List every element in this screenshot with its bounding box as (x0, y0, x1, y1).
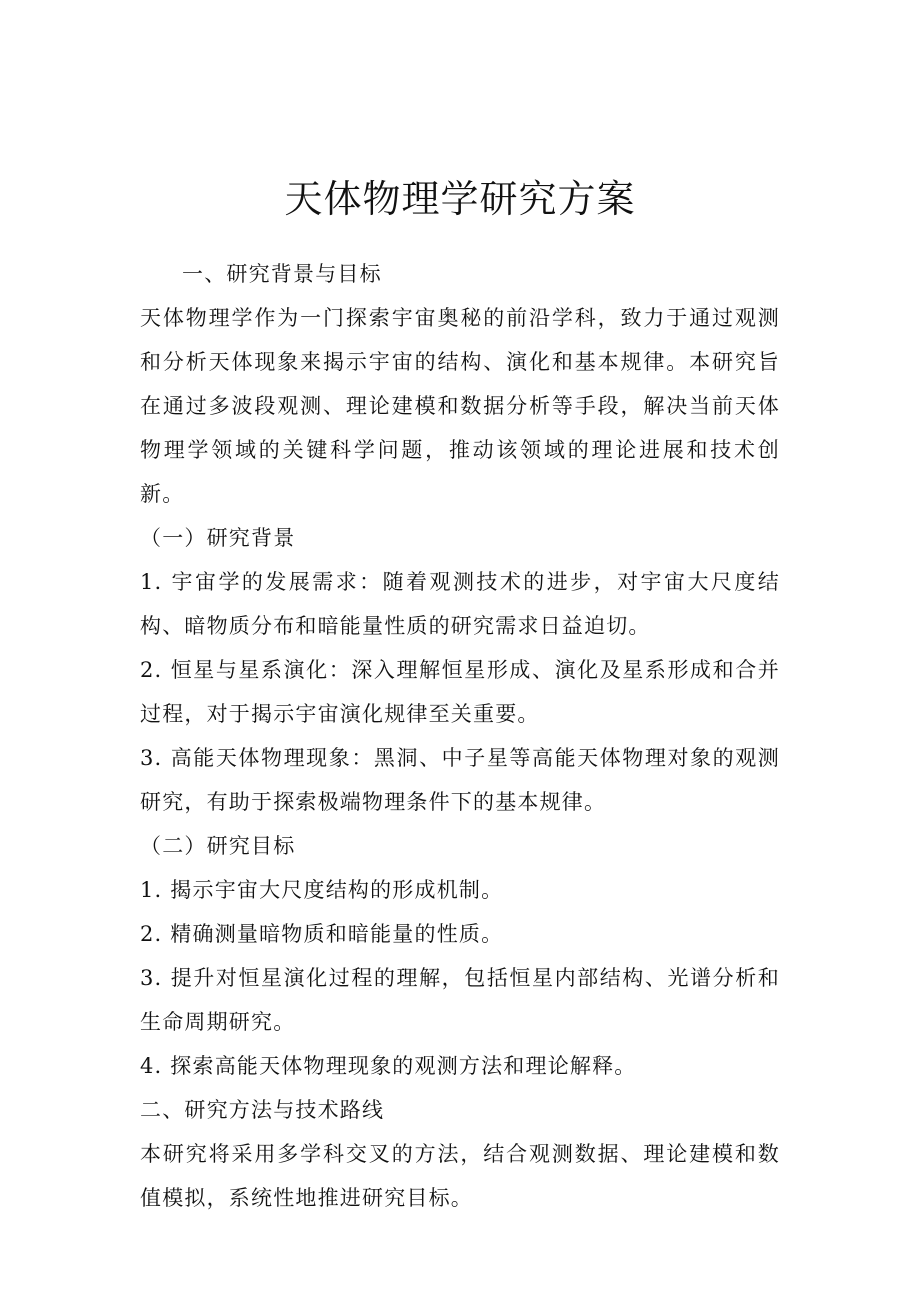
list-item-goal-2: 2. 精确测量暗物质和暗能量的性质。 (140, 922, 504, 946)
list-item-background-2: 2. 恒星与星系演化：深入理解恒星形成、演化及星系形成和合并过程，对于揭示宇宙演化规律至关重要。 (140, 658, 780, 726)
list-item-goal-4: 4. 探索高能天体物理现象的观测方法和理论解释。 (140, 1054, 637, 1078)
paragraph-intro: 天体物理学作为一门探索宇宙奥秘的前沿学科，致力于通过观测和分析天体现象来揭示宇宙的结构、演化和基本规律。本研究旨在通过多波段观测、理论建模和数据分析等手段，解决当前天体物理学领域的关键科学问题，推动该领域的理论进展和技术创新。 (140, 306, 780, 506)
document-body (140, 252, 780, 1220)
subsection-heading-background: （一）研究背景 (140, 526, 296, 550)
subsection-heading-goals: （二）研究目标 (140, 834, 296, 858)
list-item-background-1: 1. 宇宙学的发展需求：随着观测技术的进步，对宇宙大尺度结构、暗物质分布和暗能量性质的研究需求日益迫切。 (140, 570, 780, 638)
list-item-goal-1: 1. 揭示宇宙大尺度结构的形成机制。 (140, 878, 504, 902)
document-title: 天体物理学研究方案 (284, 177, 636, 222)
list-item-background-3: 3. 高能天体物理现象：黑洞、中子星等高能天体物理对象的观测研究，有助于探索极端物理条件下的基本规律。 (140, 746, 780, 814)
list-item-goal-3: 3. 提升对恒星演化过程的理解，包括恒星内部结构、光谱分析和生命周期研究。 (140, 966, 780, 1034)
section-heading-2: 二、研究方法与技术路线 (140, 1098, 385, 1122)
paragraph-methods: 本研究将采用多学科交叉的方法，结合观测数据、理论建模和数值模拟，系统性地推进研究目标。 (140, 1142, 780, 1210)
section-heading-1: 一、研究背景与目标 (182, 262, 382, 286)
